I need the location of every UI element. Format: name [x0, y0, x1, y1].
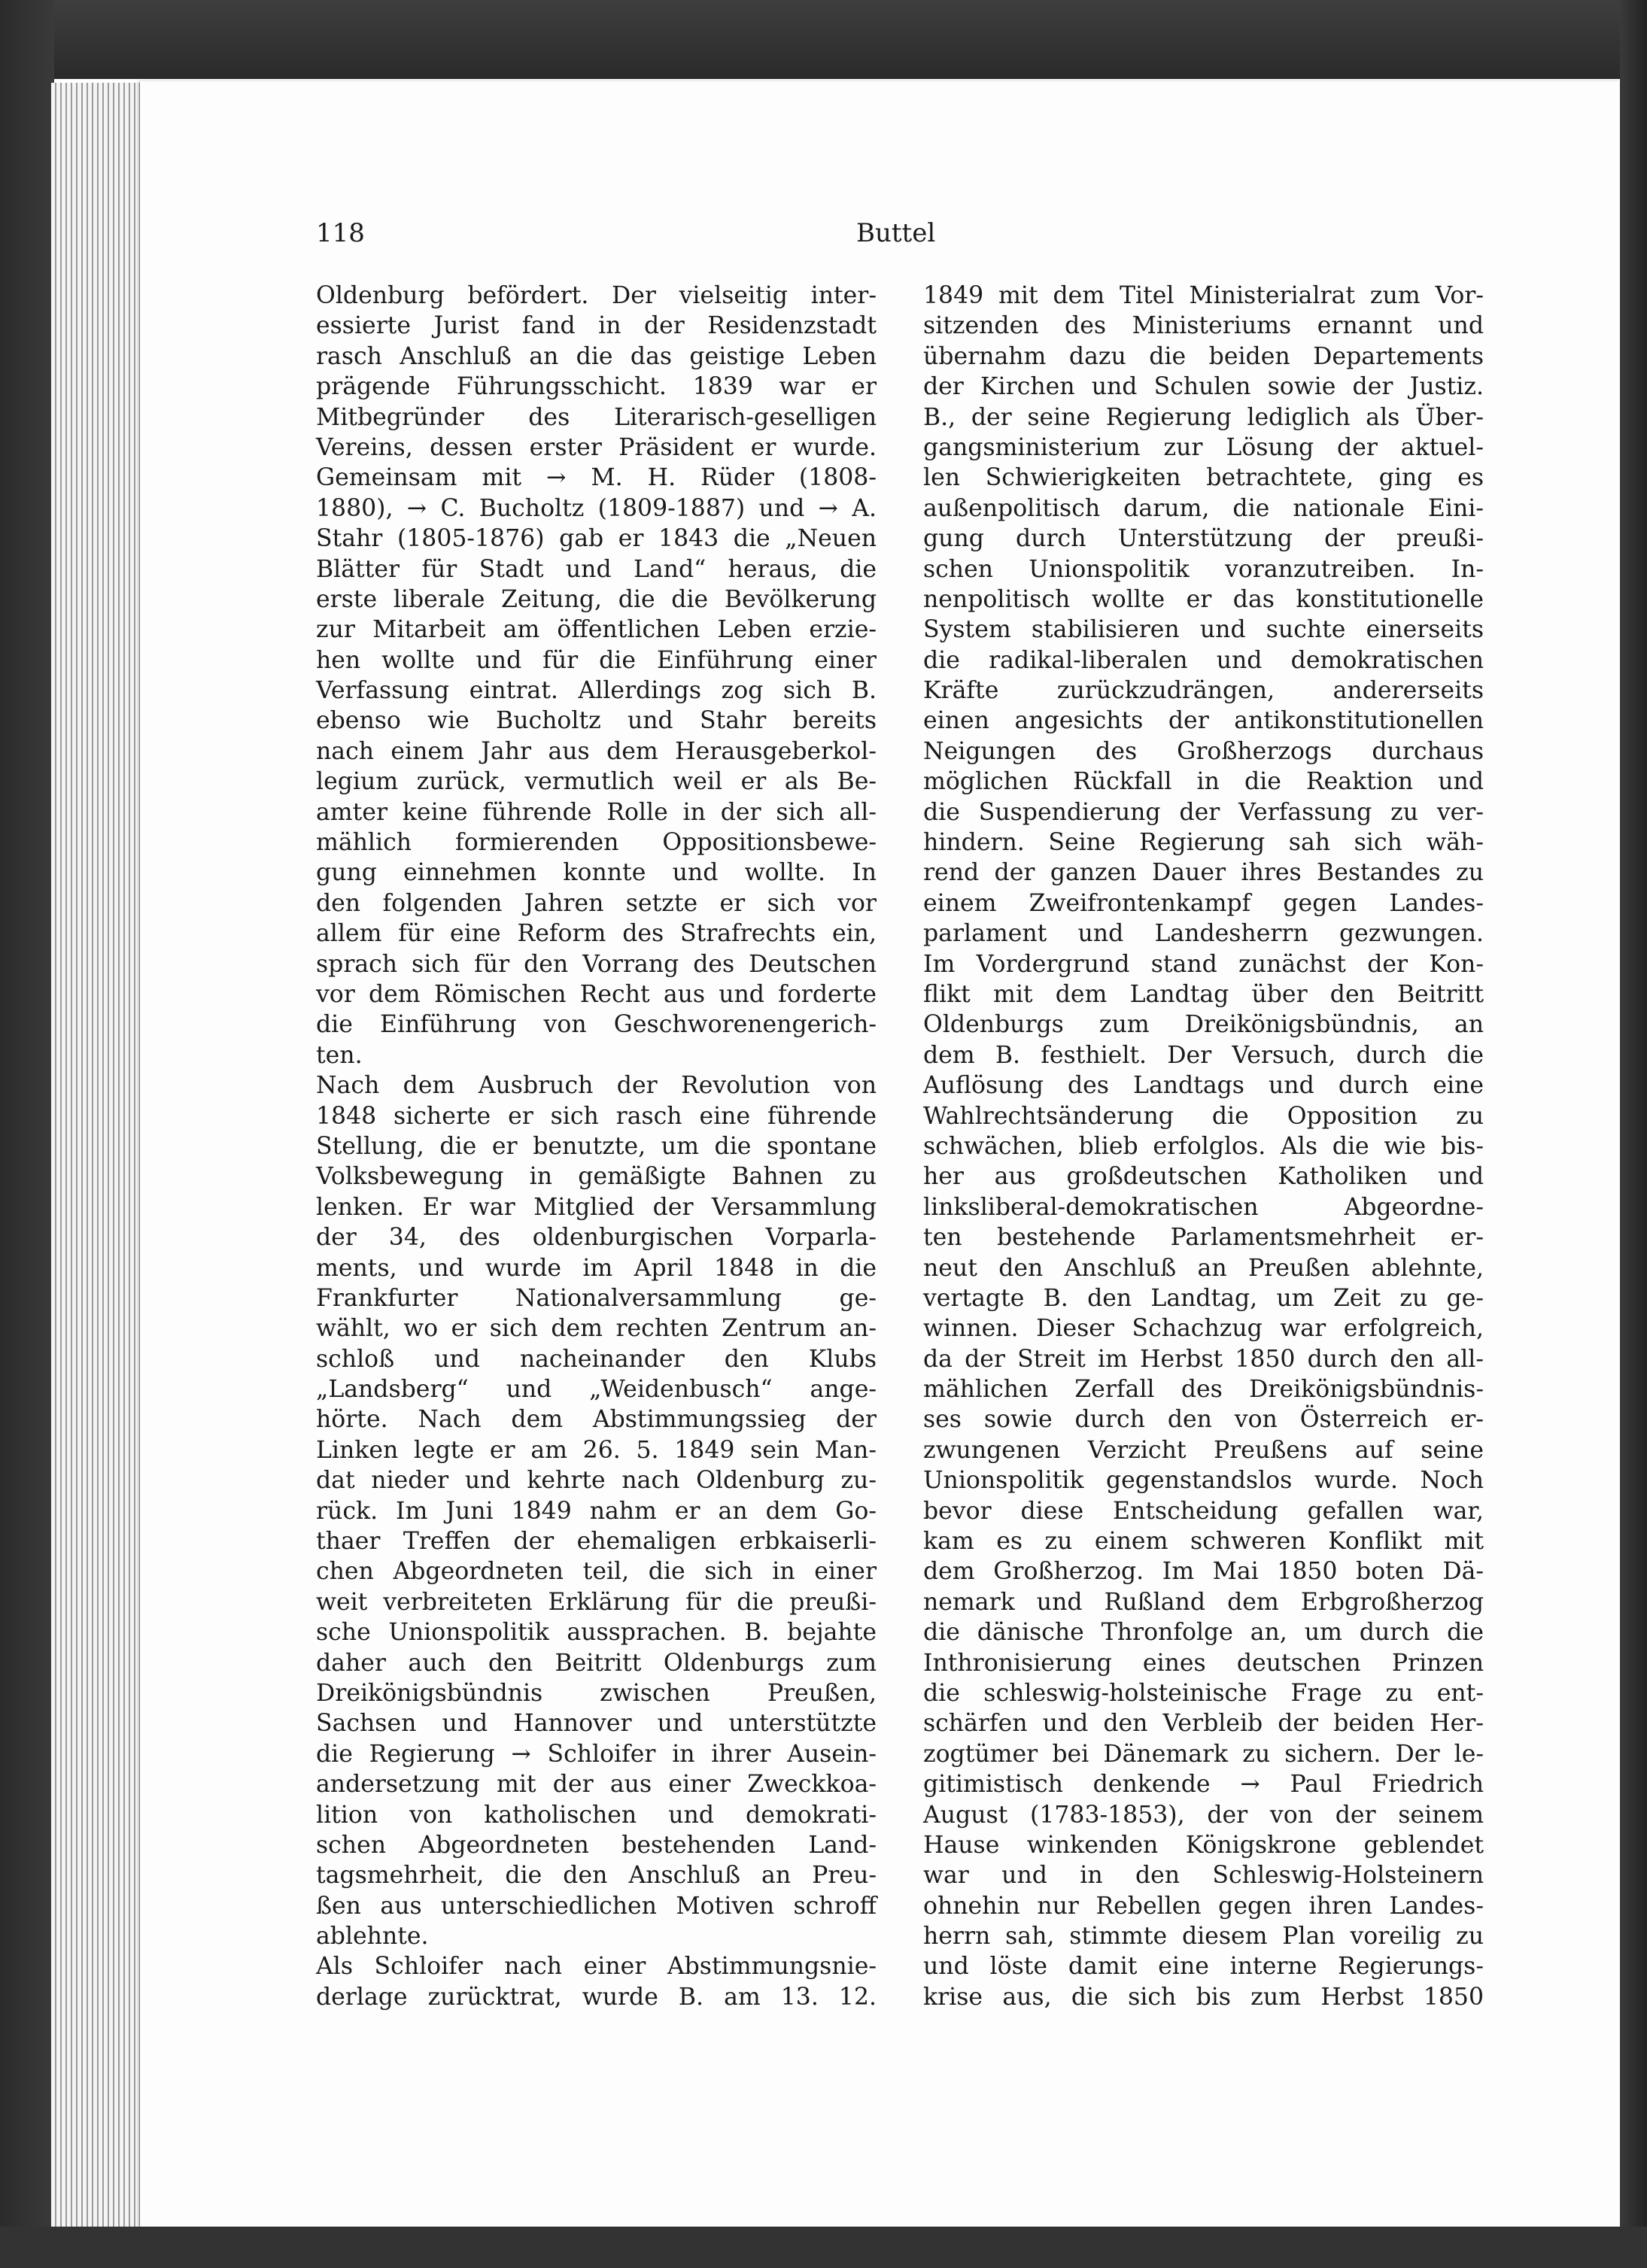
- text-line: gitimistisch denkende → Paul Friedrich: [923, 1771, 1484, 1799]
- text-line: lenken. Er war Mitglied der Versammlung: [316, 1193, 877, 1221]
- text-line: nemark und Rußland dem Erbgroßherzog: [923, 1588, 1484, 1616]
- text-line: möglichen Rückfall in die Reaktion und: [923, 768, 1484, 796]
- text-line: lition von katholischen und demokrati-: [316, 1801, 877, 1829]
- text-line: erste liberale Zeitung, die die Bevölkerung: [316, 585, 877, 613]
- text-line: ßen aus unterschiedlichen Motiven schroff: [316, 1892, 877, 1920]
- text-line: vor dem Römischen Recht aus und forderte: [316, 980, 877, 1008]
- text-line: her aus großdeutschen Katholiken und: [923, 1163, 1484, 1191]
- text-line: len Schwierigkeiten betrachtete, ging es: [923, 464, 1484, 492]
- text-line: außenpolitisch darum, die nationale Eini-: [923, 494, 1484, 522]
- text-line: gung durch Unterstützung der preußi-: [923, 525, 1484, 553]
- book-cover-bottom-edge: [0, 2227, 1647, 2268]
- text-line: schen Unionspolitik voranzutreiben. In-: [923, 555, 1484, 583]
- text-line: Als Schloifer nach einer Abstimmungsnie-: [316, 1953, 877, 1981]
- running-head: Buttel: [856, 218, 936, 248]
- text-line: Blätter für Stadt und Land“ heraus, die: [316, 555, 877, 583]
- text-line: daher auch den Beitritt Oldenburgs zum: [316, 1649, 877, 1677]
- text-line: da der Streit im Herbst 1850 durch den all-: [923, 1345, 1484, 1373]
- text-line: derlage zurücktrat, wurde B. am 13. 12.: [316, 1983, 877, 2011]
- text-line: „Landsberg“ und „Weidenbusch“ ange-: [316, 1376, 877, 1404]
- text-line: thaer Treffen der ehemaligen erbkaiserli-: [316, 1528, 877, 1556]
- text-line: Kräfte zurückzudrängen, andererseits: [923, 677, 1484, 705]
- text-line: ments, und wurde im April 1848 in die: [316, 1254, 877, 1282]
- text-column-right: [923, 281, 1484, 2012]
- text-line: kam es zu einem schweren Konflikt mit: [923, 1528, 1484, 1556]
- text-line: August (1783-1853), der von der seinem: [923, 1801, 1484, 1829]
- text-line: vertagte B. den Landtag, um Zeit zu ge-: [923, 1284, 1484, 1312]
- book-cover-right-edge: [1620, 0, 1647, 2268]
- text-line: Volksbewegung in gemäßigte Bahnen zu: [316, 1163, 877, 1191]
- text-line: Sachsen und Hannover und unterstützte: [316, 1710, 877, 1738]
- text-line: schwächen, blieb erfolglos. Als die wie bis-: [923, 1132, 1484, 1160]
- text-line: Neigungen des Großherzogs durchaus: [923, 737, 1484, 765]
- text-line: neut den Anschluß an Preußen ablehnte,: [923, 1254, 1484, 1282]
- text-line: zogtümer bei Dänemark zu sichern. Der le-: [923, 1740, 1484, 1768]
- text-line: Stellung, die er benutzte, um die spontane: [316, 1132, 877, 1160]
- book-cover-left-edge: [0, 0, 54, 2268]
- stacked-page-edges: [51, 83, 142, 2227]
- text-line: Hause winkenden Königskrone geblendet: [923, 1831, 1484, 1859]
- text-line: hen wollte und für die Einführung einer: [316, 646, 877, 674]
- text-line: Oldenburgs zum Dreikönigsbündnis, an: [923, 1011, 1484, 1039]
- text-line: nach einem Jahr aus dem Herausgeberkol-: [316, 737, 877, 765]
- text-line: die radikal-liberalen und demokratischen: [923, 646, 1484, 674]
- text-line: zwungenen Verzicht Preußens auf seine: [923, 1436, 1484, 1464]
- text-line: weit verbreiteten Erklärung für die preußi-: [316, 1588, 877, 1616]
- text-line: und löste damit eine interne Regierungs-: [923, 1953, 1484, 1981]
- text-line: rück. Im Juni 1849 nahm er an dem Go-: [316, 1497, 877, 1525]
- text-line: schen Abgeordneten bestehenden Land-: [316, 1831, 877, 1859]
- text-line: B., der seine Regierung lediglich als Über-: [923, 403, 1484, 431]
- text-line: legium zurück, vermutlich weil er als Be-: [316, 768, 877, 796]
- text-line: sitzenden des Ministeriums ernannt und: [923, 312, 1484, 340]
- text-line: krise aus, die sich bis zum Herbst 1850: [923, 1983, 1484, 2011]
- text-line: ten bestehende Parlamentsmehrheit er-: [923, 1224, 1484, 1252]
- text-line: Oldenburg befördert. Der vielseitig inter-: [316, 282, 877, 309]
- text-line: 1848 sicherte er sich rasch eine führende: [316, 1102, 877, 1130]
- text-line: essierte Jurist fand in der Residenzstadt: [316, 312, 877, 340]
- text-line: wählt, wo er sich dem rechten Zentrum an-: [316, 1315, 877, 1343]
- text-line: Frankfurter Nationalversammlung ge-: [316, 1284, 877, 1312]
- text-line: ses sowie durch den von Österreich er-: [923, 1406, 1484, 1434]
- text-line: die dänische Thronfolge an, um durch die: [923, 1619, 1484, 1647]
- text-line: zur Mitarbeit am öffentlichen Leben erzie-: [316, 616, 877, 644]
- text-line: rend der ganzen Dauer ihres Bestandes zu: [923, 859, 1484, 887]
- text-line: flikt mit dem Landtag über den Beitritt: [923, 980, 1484, 1008]
- text-line: allem für eine Reform des Strafrechts ein,: [316, 920, 877, 948]
- text-line: Im Vordergrund stand zunächst der Kon-: [923, 950, 1484, 978]
- text-line: Stahr (1805-1876) gab er 1843 die „Neuen: [316, 525, 877, 553]
- text-line: prägende Führungsschicht. 1839 war er: [316, 373, 877, 401]
- text-line: bevor diese Entscheidung gefallen war,: [923, 1497, 1484, 1525]
- text-line: Inthronisierung eines deutschen Prinzen: [923, 1649, 1484, 1677]
- text-line: schärfen und den Verbleib der beiden Her-: [923, 1710, 1484, 1738]
- text-line: sche Unionspolitik aussprachen. B. bejahte: [316, 1619, 877, 1647]
- text-line: amter keine führende Rolle in der sich all-: [316, 798, 877, 826]
- text-line: System stabilisieren und suchte einerseits: [923, 616, 1484, 644]
- text-line: einen angesichts der antikonstitutionellen: [923, 707, 1484, 735]
- text-line: dem B. festhielt. Der Versuch, durch die: [923, 1041, 1484, 1069]
- text-line: Mitbegründer des Literarisch-geselligen: [316, 403, 877, 431]
- text-line: linksliberal-demokratischen Abgeordne-: [923, 1193, 1484, 1221]
- text-line: Dreikönigsbündnis zwischen Preußen,: [316, 1679, 877, 1707]
- book-cover-top-edge: [0, 0, 1647, 79]
- text-line: Vereins, dessen erster Präsident er wurde.: [316, 433, 877, 461]
- text-line: Nach dem Ausbruch der Revolution von: [316, 1072, 877, 1100]
- text-line: ablehnte.: [316, 1923, 429, 1951]
- text-line: hörte. Nach dem Abstimmungssieg der: [316, 1406, 877, 1434]
- page-number: 118: [316, 218, 365, 248]
- text-line: gangsministerium zur Lösung der aktuel-: [923, 433, 1484, 461]
- text-line: Unionspolitik gegenstandslos wurde. Noch: [923, 1467, 1484, 1495]
- text-line: herrn sah, stimmte diesem Plan voreilig zu: [923, 1923, 1484, 1951]
- text-line: die Suspendierung der Verfassung zu ver-: [923, 798, 1484, 826]
- text-line: war und in den Schleswig-Holsteinern: [923, 1862, 1484, 1890]
- text-line: der Kirchen und Schulen sowie der Justiz.: [923, 373, 1484, 401]
- text-line: ebenso wie Bucholtz und Stahr bereits: [316, 707, 877, 735]
- text-line: mählichen Zerfall des Dreikönigsbündnis-: [923, 1376, 1484, 1404]
- text-line: chen Abgeordneten teil, die sich in einer: [316, 1558, 877, 1586]
- text-line: übernahm dazu die beiden Departements: [923, 342, 1484, 370]
- text-line: die Einführung von Geschworenengerich-: [316, 1011, 877, 1039]
- text-line: einem Zweifrontenkampf gegen Landes-: [923, 889, 1484, 917]
- text-line: winnen. Dieser Schachzug war erfolgreich,: [923, 1315, 1484, 1343]
- text-line: 1849 mit dem Titel Ministerialrat zum Vor-: [923, 282, 1484, 309]
- text-line: gung einnehmen konnte und wollte. In: [316, 859, 877, 887]
- text-line: dem Großherzog. Im Mai 1850 boten Dä-: [923, 1558, 1484, 1586]
- text-line: sprach sich für den Vorrang des Deutschen: [316, 950, 877, 978]
- text-line: 1880), → C. Bucholtz (1809-1887) und → A.: [316, 494, 877, 522]
- text-line: andersetzung mit der aus einer Zweckkoa-: [316, 1771, 877, 1799]
- text-line: tagsmehrheit, die den Anschluß an Preu-: [316, 1862, 877, 1890]
- text-column-left: [316, 281, 877, 2012]
- text-line: dat nieder und kehrte nach Oldenburg zu-: [316, 1467, 877, 1495]
- text-line: parlament und Landesherrn gezwungen.: [923, 920, 1484, 948]
- text-line: der 34, des oldenburgischen Vorparla-: [316, 1224, 877, 1252]
- text-line: Linken legte er am 26. 5. 1849 sein Man-: [316, 1436, 877, 1464]
- text-line: hindern. Seine Regierung sah sich wäh-: [923, 829, 1484, 857]
- text-line: schloß und nacheinander den Klubs: [316, 1345, 877, 1373]
- text-line: Auflösung des Landtags und durch eine: [923, 1072, 1484, 1100]
- text-line: Wahlrechtsänderung die Opposition zu: [923, 1102, 1484, 1130]
- text-line: rasch Anschluß an die das geistige Leben: [316, 342, 877, 370]
- text-line: die schleswig-holsteinische Frage zu ent-: [923, 1679, 1484, 1707]
- text-line: den folgenden Jahren setzte er sich vor: [316, 889, 877, 917]
- text-line: Verfassung eintrat. Allerdings zog sich B.: [316, 677, 877, 705]
- text-line: mählich formierenden Oppositionsbewe-: [316, 829, 877, 857]
- text-line: Gemeinsam mit → M. H. Rüder (1808-: [316, 464, 877, 492]
- text-line: die Regierung → Schloifer in ihrer Ausein-: [316, 1740, 877, 1768]
- text-line: ten.: [316, 1041, 363, 1069]
- text-line: ohnehin nur Rebellen gegen ihren Landes-: [923, 1892, 1484, 1920]
- text-line: nenpolitisch wollte er das konstitutionelle: [923, 585, 1484, 613]
